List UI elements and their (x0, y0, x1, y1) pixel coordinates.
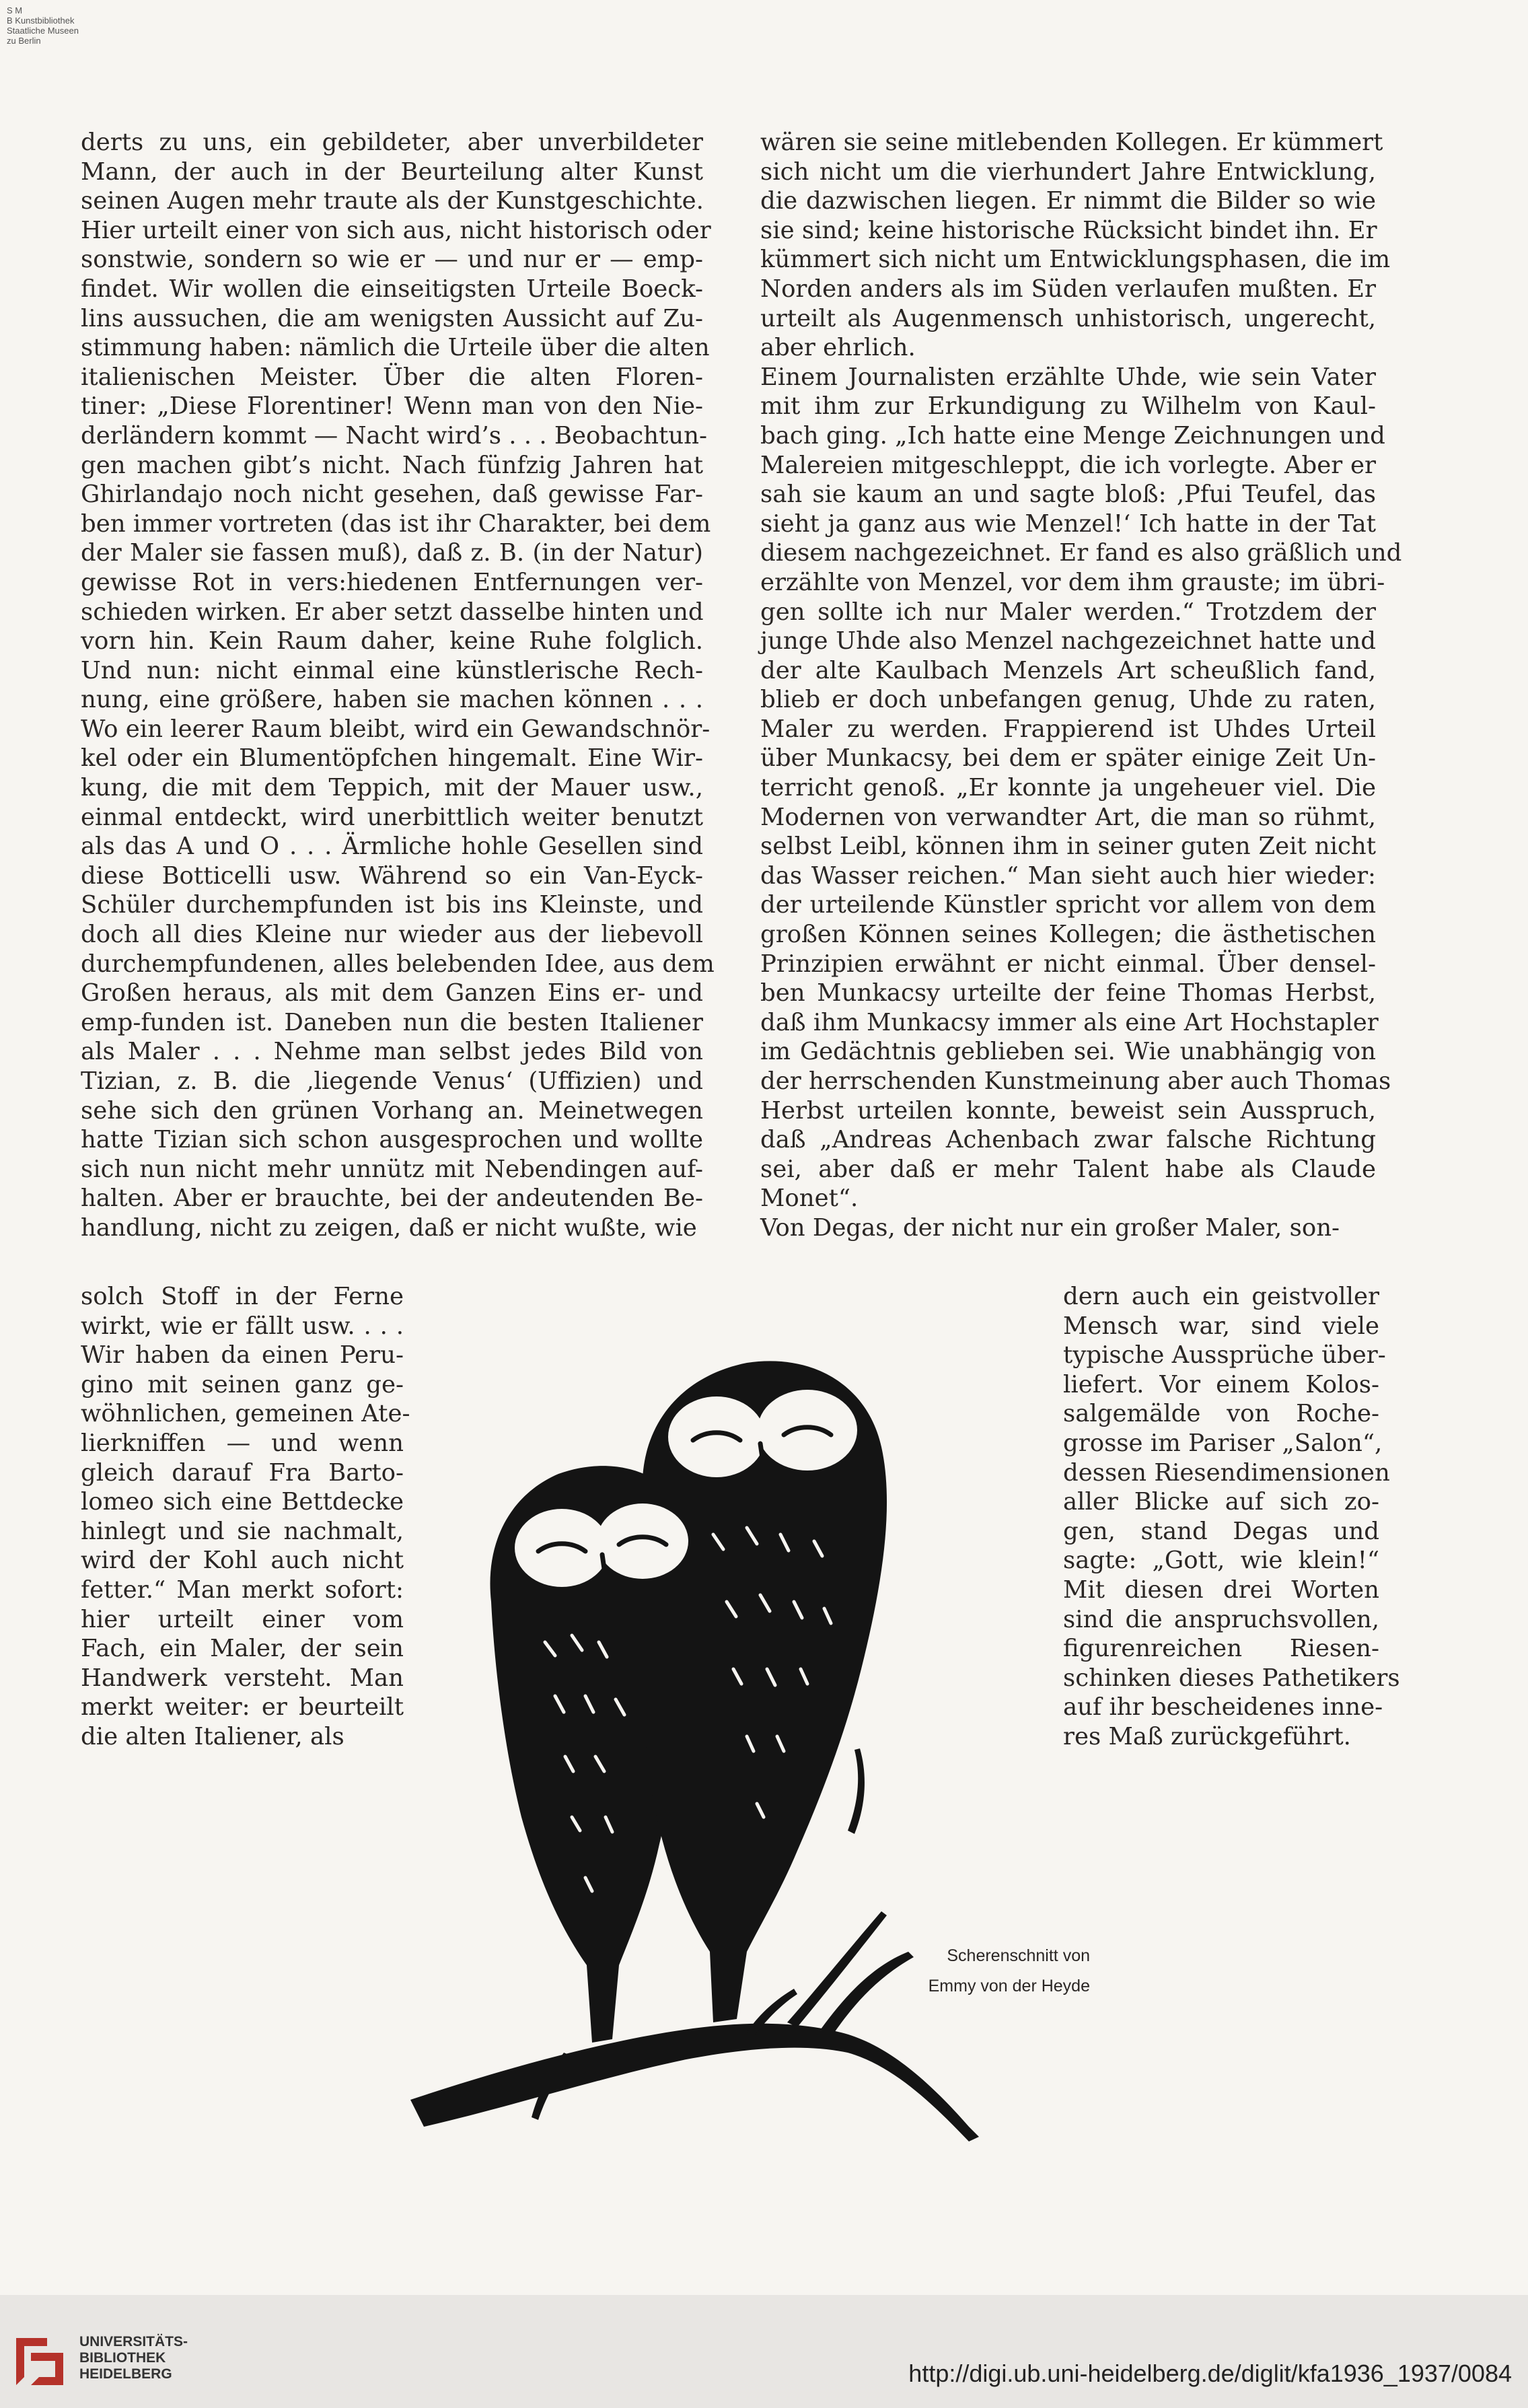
text-line: junge Uhde also Menzel nachgezeichnet hatte und (760, 627, 1376, 656)
text-line: im Gedächtnis geblieben sei. Wie unabhängig von (760, 1038, 1376, 1066)
text-line: sonstwie, sondern so wie er — und nur er — emp- (81, 246, 703, 274)
text-line: als Maler . . . Nehme man selbst jedes Bild von (81, 1038, 703, 1066)
right-text-column (760, 128, 1402, 1243)
text-line: sich nun nicht mehr unnütz mit Nebendingen auf- (81, 1155, 703, 1183)
text-line: Schüler durchempfunden ist bis ins Kleinste, und (81, 891, 703, 919)
text-line: Hier urteilt einer von sich aus, nicht historisch oder (81, 216, 711, 244)
text-line: durchempfundenen, alles belebenden Idee, aus dem (81, 950, 715, 978)
text-line: schieden wirken. Er aber setzt dasselbe hinten und (81, 598, 704, 626)
text-line: bach ging. „Ich hatte eine Menge Zeichnungen und (760, 421, 1385, 450)
left-text-column (81, 128, 715, 1243)
text-line: terricht genoß. „Er konnte ja ungeheuer viel. Die (760, 774, 1376, 802)
text-line: gewisse Rot in vers:hiedenen Entfernungen ver- (81, 568, 703, 596)
text-line: dessen Riesendimensionen (1063, 1458, 1390, 1487)
text-line: Tizian, z. B. die ‚liegende Venus‘ (Uffizien) und (81, 1067, 703, 1095)
stamp-line: zu Berlin (7, 36, 41, 46)
library-stamp (7, 5, 79, 46)
text-line: halten. Aber er brauchte, bei der andeutenden Be- (81, 1184, 703, 1213)
text-line: Monet“. (760, 1184, 859, 1213)
text-line: die dazwischen liegen. Er nimmt die Bilder so wie (760, 187, 1376, 215)
text-line: lins aussuchen, die am wenigsten Aussicht auf Zu- (81, 304, 703, 332)
text-line: gen sollte ich nur Maler werden.“ Trotzdem der (760, 598, 1376, 626)
text-line: über Munkacsy, bei dem er später einige Zeit Un- (760, 744, 1376, 773)
text-line: wöhnlichen, gemeinen Ate- (81, 1400, 410, 1428)
text-line: italienischen Meister. Über die alten Floren- (81, 363, 703, 391)
text-line: der Maler sie fassen muß), daß z. B. (in der Natur) (81, 539, 703, 567)
text-line: kel oder ein Blumentöpfchen hingemalt. Eine Wir- (81, 744, 703, 773)
text-line: ben immer vortreten (das ist ihr Charakter, bei dem (81, 509, 711, 538)
text-line: merkt weiter: er beurteilt (81, 1693, 404, 1722)
text-line: Herbst urteilen konnte, beweist sein Ausspruch, (760, 1096, 1376, 1125)
text-line: Fach, ein Maler, der sein (81, 1635, 404, 1663)
text-line: typische Aussprüche über- (1063, 1341, 1386, 1370)
text-line: sehe sich den grünen Vorhang an. Meinetwegen (81, 1096, 703, 1125)
text-line: als das A und O . . . Ärmliche hohle Gesellen sind (81, 833, 703, 861)
illustration-caption-line2: Emmy von der Heyde (928, 1977, 1090, 1995)
text-line: Norden anders als im Süden verlaufen mußten. Er (760, 275, 1376, 303)
text-line: der alte Kaulbach Menzels Art scheußlich fand, (760, 656, 1376, 684)
stamp-line: Staatliche Museen (7, 26, 79, 36)
text-line: res Maß zurückgeführt. (1063, 1722, 1351, 1750)
text-line: vorn hin. Kein Raum daher, keine Ruhe folglich. (81, 627, 703, 656)
text-line: Großen heraus, als mit dem Ganzen Eins er- und (81, 979, 703, 1007)
text-line: emp-funden ist. Daneben nun die besten Italiener (81, 1008, 703, 1036)
text-line: daß „Andreas Achenbach zwar falsche Richtung (760, 1126, 1376, 1154)
text-line: seinen Augen mehr traute als der Kunstgeschichte. (81, 187, 704, 215)
illustration-caption-line1: Scherenschnitt von (947, 1946, 1090, 1965)
text-line: mit ihm zur Erkundigung zu Wilhelm von Kaul- (760, 392, 1376, 421)
text-line: kümmert sich nicht um Entwicklungsphasen, die im (760, 246, 1391, 274)
text-line: tiner: „Diese Florentiner! Wenn man von den Nie- (81, 392, 703, 421)
text-line: Ghirlandajo noch nicht gesehen, daß gewisse Far- (81, 481, 703, 509)
digital-library-url-link[interactable]: http://digi.ub.uni-heidelberg.de/diglit/kfa1936_1937/0084 (908, 2360, 1512, 2387)
text-line: sieht ja ganz aus wie Menzel!‘ Ich hatte in der Tat (760, 509, 1376, 538)
library-name-line: UNIVERSITÄTS- (79, 2334, 188, 2349)
owl-silhouette-illustration (410, 1319, 1043, 2194)
text-line: derländern kommt — Nacht wird’s . . . Beobachtun- (81, 421, 708, 450)
text-line: gleich darauf Fra Barto- (81, 1458, 404, 1487)
university-library-name (79, 2334, 188, 2382)
text-line: Modernen von verwandter Art, die man so rühmt, (760, 803, 1376, 831)
text-line: wird der Kohl auch nicht (81, 1547, 404, 1575)
text-line: kung, die mit dem Teppich, mit der Mauer usw., (81, 774, 703, 802)
logo-shape (16, 2338, 63, 2385)
text-line: ben Munkacsy urteilte der feine Thomas Herbst, (760, 979, 1376, 1007)
text-line: Prinzipien erwähnt er nicht einmal. Über densel- (760, 950, 1376, 978)
text-line: diese Botticelli usw. Während so ein Van-Eyck- (81, 861, 703, 890)
text-line: solch Stoff in der Ferne (81, 1283, 404, 1310)
text-line: sagte: „Gott, wie klein!“ (1063, 1547, 1379, 1575)
text-line: einmal entdeckt, wird unerbittlich weiter benutzt (81, 803, 703, 831)
text-line: gino mit seinen ganz ge- (81, 1370, 404, 1398)
text-line: findet. Wir wollen die einseitigsten Urteile Boeck- (81, 275, 703, 303)
text-line: lierkniffen — und wenn (81, 1429, 404, 1457)
text-line: die alten Italiener, als (81, 1722, 344, 1750)
text-line: gen, stand Degas und (1063, 1517, 1379, 1545)
footer-bar (0, 2295, 1528, 2408)
text-line: erzählte von Menzel, vor dem ihm grauste; im übri- (760, 568, 1385, 596)
stamp-line: B Kunstbibliothek (7, 15, 75, 26)
text-line: daß ihm Munkacsy immer als eine Art Hochstapler (760, 1008, 1379, 1036)
text-line: sei, aber daß er mehr Talent habe als Claude (760, 1155, 1376, 1183)
text-line: wirkt, wie er fällt usw. . . . (81, 1312, 404, 1340)
right-wrap-text (1063, 1282, 1400, 1752)
text-line: doch all dies Kleine nur wieder aus der liebevoll (81, 921, 703, 949)
text-line: handlung, nicht zu zeigen, daß er nicht wußte, wie (81, 1213, 697, 1242)
text-line: das Wasser reichen.“ Man sieht auch hier wieder: (760, 861, 1376, 890)
library-name-line: HEIDELBERG (79, 2366, 172, 2382)
text-line: hinlegt und sie nachmalt, (81, 1517, 404, 1545)
university-library-logo-icon (12, 2334, 67, 2389)
text-line: sie sind; keine historische Rücksicht bindet ihn. Er (760, 216, 1377, 244)
text-line: selbst Leibl, können ihm in seiner guten Zeit nicht (760, 833, 1376, 861)
text-line: Malereien mitgeschleppt, die ich vorlegte. Aber er (760, 451, 1376, 479)
text-line: Wir haben da einen Peru- (81, 1341, 404, 1370)
text-line: der urteilende Künstler spricht vor allem von dem (760, 891, 1376, 919)
text-line: wären sie seine mitlebenden Kollegen. Er kümmert (760, 129, 1383, 156)
text-line: Wo ein leerer Raum bleibt, wird ein Gewandschnör- (81, 715, 711, 743)
text-line: lomeo sich eine Bettdecke (81, 1488, 404, 1516)
text-line: Mann, der auch in der Beurteilung alter Kunst (81, 157, 703, 186)
text-line: grosse im Pariser „Salon“, (1063, 1429, 1383, 1457)
text-line: dern auch ein geistvoller (1063, 1283, 1379, 1310)
text-line: Maler zu werden. Frappierend ist Uhdes Urteil (760, 715, 1376, 743)
text-line: Mensch war, sind viele (1063, 1312, 1379, 1340)
text-line: sah sie kaum an und sagte bloß: ‚Pfui Teufel, das (760, 481, 1376, 509)
text-line: hier urteilt einer vom (81, 1605, 404, 1633)
text-line: gen machen gibt’s nicht. Nach fünfzig Jahren hat (81, 451, 703, 479)
text-line: Von Degas, der nicht nur ein großer Maler, son- (760, 1213, 1340, 1242)
text-line: blieb er doch unbefangen genug, Uhde zu raten, (760, 686, 1376, 714)
text-line: derts zu uns, ein gebildeter, aber unverbildeter (81, 129, 703, 156)
text-line: sind die anspruchsvollen, (1063, 1605, 1379, 1633)
text-line: Handwerk versteht. Man (81, 1664, 404, 1692)
text-line: großen Können seines Kollegen; die ästhetischen (760, 921, 1376, 949)
text-line: stimmung haben: nämlich die Urteile über die alten (81, 334, 710, 362)
text-line: aber ehrlich. (760, 334, 916, 362)
text-line: hatte Tizian sich schon ausgesprochen und wollte (81, 1126, 703, 1154)
stamp-line: S M (7, 5, 23, 15)
text-line: liefert. Vor einem Kolos- (1063, 1370, 1379, 1398)
text-line: Mit diesen drei Worten (1063, 1575, 1379, 1604)
text-line: schinken dieses Pathetikers (1063, 1664, 1400, 1692)
text-line: Und nun: nicht einmal eine künstlerische Rech- (81, 656, 703, 684)
text-line: Einem Journalisten erzählte Uhde, wie sein Vater (760, 363, 1376, 391)
text-line: auf ihr bescheidenes inne- (1063, 1693, 1383, 1722)
text-line: urteilt als Augenmensch unhistorisch, ungerecht, (760, 304, 1376, 332)
text-line: fetter.“ Man merkt sofort: (81, 1575, 404, 1604)
text-line: sich nicht um die vierhundert Jahre Entwicklung, (760, 157, 1376, 186)
text-line: diesem nachgezeichnet. Er fand es also gräßlich und (760, 539, 1402, 567)
text-line: der herrschenden Kunstmeinung aber auch Thomas (760, 1067, 1391, 1095)
text-line: salgemälde von Roche- (1063, 1400, 1379, 1428)
text-line: figurenreichen Riesen- (1063, 1635, 1379, 1663)
text-line: aller Blicke auf sich zo- (1063, 1488, 1379, 1516)
left-wrap-text (81, 1282, 410, 1752)
library-name-line: BIBLIOTHEK (79, 2350, 166, 2366)
text-line: nung, eine größere, haben sie machen können . . . (81, 686, 703, 714)
